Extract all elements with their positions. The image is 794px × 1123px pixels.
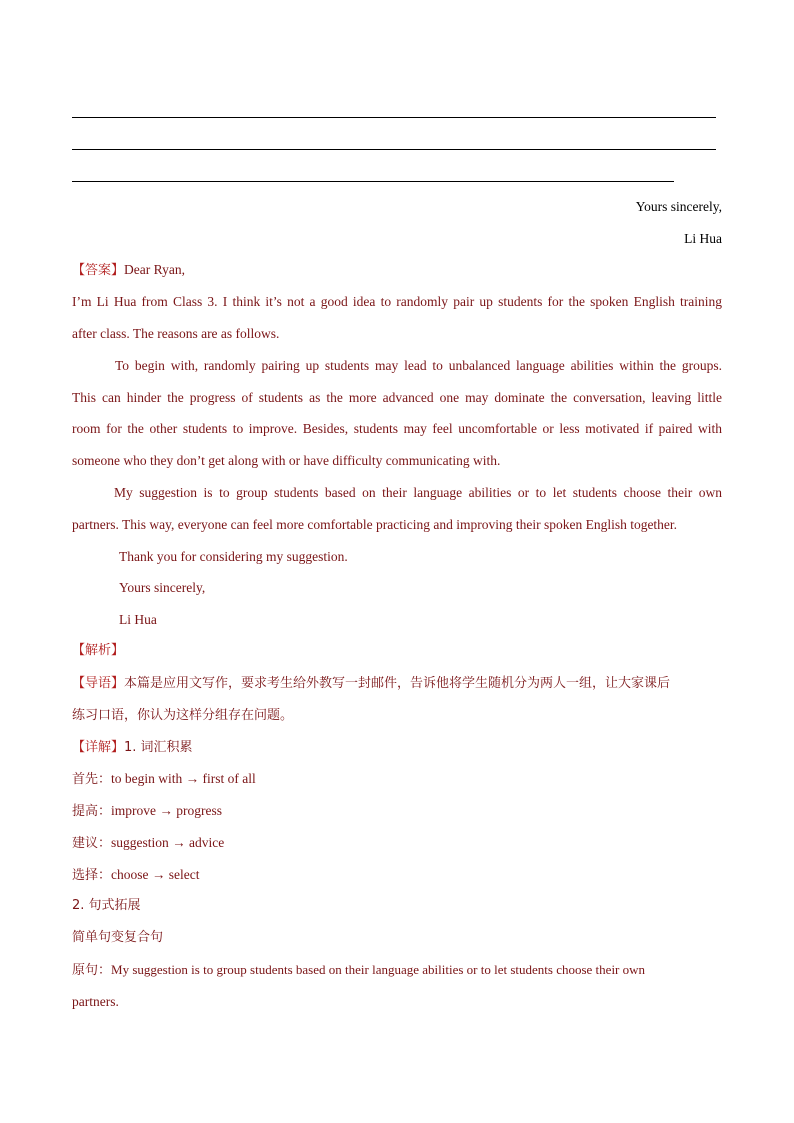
guide-tag: 【导语】 xyxy=(72,676,125,691)
original-line-2: partners. xyxy=(72,994,119,1009)
writing-line-3 xyxy=(72,181,674,182)
original-line-1 xyxy=(72,961,645,980)
answer-p1-line-1: I’m Li Hua from Class 3. I think it’s not a good idea to randomly pair up students for the spoken English training xyxy=(72,294,722,309)
answer-greeting-line xyxy=(72,261,185,280)
guide-text-1: 本篇是应用文写作，要求考生给外教写一封邮件，告诉他将学生随机分为两人一组，让大家课后 xyxy=(124,676,671,691)
vocab-text: choose → select xyxy=(111,867,200,882)
vocab-item-1 xyxy=(72,770,256,789)
vocab-label: 提高： xyxy=(72,804,112,819)
answer-thanks: Thank you for considering my suggestion. xyxy=(119,549,348,564)
greeting: Dear Ryan, xyxy=(124,262,185,277)
analysis-tag: 【解析】 xyxy=(72,643,125,658)
answer-tag: 【答案】 xyxy=(72,263,125,278)
answer-closing: Yours sincerely, xyxy=(119,580,206,595)
writing-line-1 xyxy=(72,117,716,118)
writing-line-2 xyxy=(72,149,716,150)
detail-tag: 【详解】 xyxy=(72,740,125,755)
closing-text: Yours sincerely, xyxy=(635,199,722,214)
vocab-label: 首先： xyxy=(72,772,112,787)
answer-p2-line-2: This can hinder the progress of students as the more advanced one may dominate the conversation, leaving little xyxy=(72,390,722,405)
answer-p1-line-2: after class. The reasons are as follows. xyxy=(72,326,280,341)
signature-name: Li Hua xyxy=(684,231,722,246)
detail-line xyxy=(72,738,193,757)
answer-p2-line-4: someone who they don’t get along with or have difficulty communicating with. xyxy=(72,453,501,468)
vocab-label: 选择： xyxy=(72,868,112,883)
section-2-heading: 2. 句式拓展 xyxy=(72,898,141,913)
original-text-1: My suggestion is to group students based on their language abilities or to let students choose their own xyxy=(111,962,646,977)
answer-p2-line-3: room for the other students to improve. Besides, students may feel uncomfortable or less motivated if paired with xyxy=(72,421,722,436)
vocab-text: suggestion → advice xyxy=(111,835,225,850)
guide-line-2: 练习口语，你认为这样分组存在问题。 xyxy=(72,708,294,723)
original-label: 原句： xyxy=(72,963,112,978)
guide-line-1 xyxy=(72,675,670,693)
vocab-item-3 xyxy=(72,834,224,853)
answer-p3-line-1: My suggestion is to group students based on their language abilities or to let students choose their own xyxy=(114,485,722,500)
vocab-item-2 xyxy=(72,802,222,821)
vocab-text: improve → progress xyxy=(111,803,222,818)
detail-heading: 1. 词汇积累 xyxy=(124,740,193,755)
answer-p2-line-1: To begin with, randomly pairing up students may lead to unbalanced language abilities within the groups. xyxy=(115,358,722,373)
vocab-item-4 xyxy=(72,866,199,885)
vocab-text: to begin with → first of all xyxy=(111,771,256,786)
vocab-label: 建议： xyxy=(72,836,112,851)
answer-name: Li Hua xyxy=(119,612,157,627)
section-2-subheading: 简单句变复合句 xyxy=(72,930,164,945)
answer-p3-line-2: partners. This way, everyone can feel more comfortable practicing and improving their spoken English together. xyxy=(72,517,678,532)
